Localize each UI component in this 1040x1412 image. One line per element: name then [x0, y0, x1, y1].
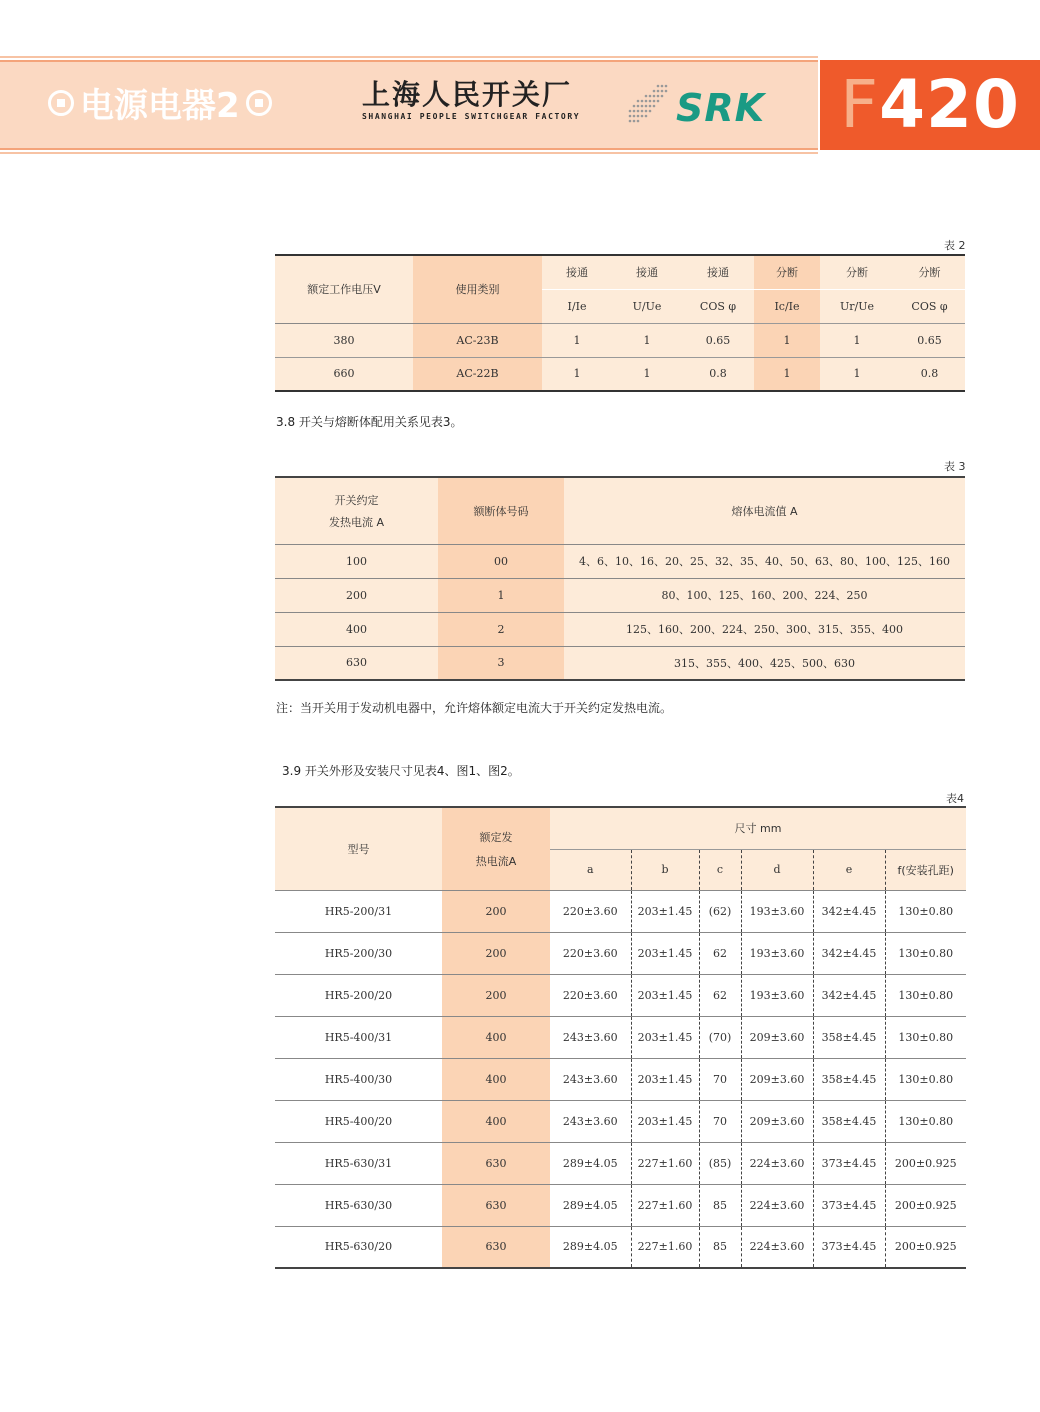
table3-cell: 400 [275, 612, 438, 646]
table4-cell: 203±1.45 [631, 974, 699, 1016]
table2-sub-label: COS φ [894, 289, 965, 323]
table4-cell: 200±0.925 [885, 1184, 966, 1226]
table4-cell: 130±0.80 [885, 1016, 966, 1058]
table4-cell: 224±3.60 [741, 1184, 813, 1226]
table4-cell: 203±1.45 [631, 1058, 699, 1100]
table2-group-label: 接通 [542, 255, 612, 289]
table2-sub-label: COS φ [682, 289, 754, 323]
table4-cell: 193±3.60 [741, 974, 813, 1016]
table4-cell: 342±4.45 [813, 974, 885, 1016]
table4-cell: HR5-630/30 [275, 1184, 442, 1226]
table4-cell: 130±0.80 [885, 1058, 966, 1100]
table4-cell: HR5-630/31 [275, 1142, 442, 1184]
table4-sub-label: f(安装孔距) [885, 849, 966, 890]
table4-cell: 130±0.80 [885, 932, 966, 974]
table3-cell: 80、100、125、160、200、224、250 [564, 578, 965, 612]
table3-cell: 3 [438, 646, 564, 680]
table4-cell: (62) [699, 890, 741, 932]
table-row [275, 1100, 966, 1142]
table4-cell: 630 [442, 1142, 550, 1184]
table4-cell: 358±4.45 [813, 1100, 885, 1142]
table4-cell: HR5-200/31 [275, 890, 442, 932]
table3-cell: 00 [438, 544, 564, 578]
table2-group-label: 接通 [612, 255, 682, 289]
table4-sub-label: a [550, 849, 631, 890]
page-code-number: 420 [879, 66, 1020, 143]
table2-group-label: 分断 [894, 255, 965, 289]
table3-header-line: 发热电流 A [328, 515, 385, 529]
table2-cell: 660 [275, 357, 413, 391]
table4-cell: 342±4.45 [813, 890, 885, 932]
table4-cell: 373±4.45 [813, 1142, 885, 1184]
table2-caption: 表 2 [944, 239, 966, 252]
table4-cell: 200 [442, 932, 550, 974]
table3-cell: 1 [438, 578, 564, 612]
table3-header-fuse-code: 额断体号码 [438, 477, 564, 544]
table4-caption: 表4 [946, 792, 964, 805]
table4-cell: 342±4.45 [813, 932, 885, 974]
srk-logo: SRK [676, 86, 766, 130]
company-name-en: SHANGHAI PEOPLE SWITCHGEAR FACTORY [362, 112, 581, 121]
header-rule-bottom [0, 152, 818, 154]
table-row [275, 612, 965, 646]
table4-cell: 209±3.60 [741, 1016, 813, 1058]
table4-header-line: 热电流A [475, 854, 517, 868]
bullet-circle-icon [48, 90, 74, 116]
table4-cell: 227±1.60 [631, 1142, 699, 1184]
table4-cell: HR5-200/20 [275, 974, 442, 1016]
table4-cell: HR5-400/30 [275, 1058, 442, 1100]
table-row [275, 1226, 966, 1268]
table4-header-line: 额定发 [479, 830, 513, 844]
note-text: 注：当开关用于发动机电器中，允许熔体额定电流大于开关约定发热电流。 [276, 701, 673, 715]
table4-cell: 203±1.45 [631, 932, 699, 974]
table4-cell: 220±3.60 [550, 932, 631, 974]
table4-cell: 70 [699, 1058, 741, 1100]
table3-header-line: 开关约定 [334, 493, 379, 507]
table4-cell: 193±3.60 [741, 890, 813, 932]
table3 [275, 476, 965, 681]
table3-cell: 315、355、400、425、500、630 [564, 646, 965, 680]
table2 [275, 254, 965, 392]
section-title-text: 电源电器2 [80, 86, 240, 126]
table2-sub-label: I/Ie [542, 289, 612, 323]
table4-cell: 200 [442, 890, 550, 932]
table4-cell: 193±3.60 [741, 932, 813, 974]
table4-cell: 209±3.60 [741, 1058, 813, 1100]
table4-cell: 243±3.60 [550, 1100, 631, 1142]
table2-cell: 1 [820, 357, 894, 391]
table4-cell: 373±4.45 [813, 1184, 885, 1226]
table-row [275, 932, 966, 974]
table4-header-model: 型号 [275, 807, 442, 890]
table4-cell: (85) [699, 1142, 741, 1184]
table4-cell: 220±3.60 [550, 974, 631, 1016]
table2-cell: 1 [754, 357, 820, 391]
table4-sub-label: c [699, 849, 741, 890]
table4-cell: 630 [442, 1226, 550, 1268]
table4-cell: 203±1.45 [631, 1100, 699, 1142]
table2-cell: 0.8 [894, 357, 965, 391]
table4-cell: 203±1.45 [631, 890, 699, 932]
table2-cell: AC-22B [413, 357, 542, 391]
table4-sub-label: b [631, 849, 699, 890]
table4-cell: 224±3.60 [741, 1226, 813, 1268]
company-name-cn: 上海人民开关厂 [362, 78, 573, 111]
table4-cell: HR5-200/30 [275, 932, 442, 974]
bullet-circle-icon [246, 90, 272, 116]
table4-header-current [442, 807, 550, 890]
table2-cell: 0.8 [682, 357, 754, 391]
table2-cell: 1 [542, 323, 612, 357]
table4-cell: 62 [699, 974, 741, 1016]
table-row [275, 323, 965, 357]
table3-header-fuse-current: 熔体电流值 A [564, 477, 965, 544]
table2-cell: 1 [542, 357, 612, 391]
table4-cell: 130±0.80 [885, 1100, 966, 1142]
table4-cell: 358±4.45 [813, 1058, 885, 1100]
table-row [275, 890, 966, 932]
page-code-prefix: F [840, 66, 880, 143]
paragraph-3-9: 3.9 开关外形及安装尺寸见表4、图1、图2。 [282, 764, 520, 778]
table4-cell: 400 [442, 1016, 550, 1058]
table4-cell: 220±3.60 [550, 890, 631, 932]
table4-cell: 200 [442, 974, 550, 1016]
table4-cell: 130±0.80 [885, 974, 966, 1016]
table4-cell: HR5-400/20 [275, 1100, 442, 1142]
table2-cell: AC-23B [413, 323, 542, 357]
table2-group-label: 分断 [754, 255, 820, 289]
table4-cell: 85 [699, 1184, 741, 1226]
table4-cell: 70 [699, 1100, 741, 1142]
table4-cell: 400 [442, 1100, 550, 1142]
table2-header-category: 使用类别 [413, 255, 542, 323]
table4-cell: 224±3.60 [741, 1142, 813, 1184]
table3-cell: 200 [275, 578, 438, 612]
table2-cell: 0.65 [894, 323, 965, 357]
header-rule-top [0, 56, 818, 58]
table2-cell: 1 [612, 323, 682, 357]
table4-cell: HR5-630/20 [275, 1226, 442, 1268]
table2-cell: 1 [754, 323, 820, 357]
table4-cell: 289±4.05 [550, 1226, 631, 1268]
table4-cell: 227±1.60 [631, 1184, 699, 1226]
paragraph-3-8: 3.8 开关与熔断体配用关系见表3。 [276, 415, 463, 429]
page-code [820, 60, 1040, 150]
table2-cell: 0.65 [682, 323, 754, 357]
table-row [275, 1058, 966, 1100]
table-row [275, 544, 965, 578]
company-logo-text [362, 80, 598, 121]
table4-sub-label: e [813, 849, 885, 890]
table-row [275, 1184, 966, 1226]
table2-sub-label: U/Ue [612, 289, 682, 323]
table-row [275, 357, 965, 391]
section-title [48, 78, 272, 127]
table4-cell: 62 [699, 932, 741, 974]
table4-cell: 200±0.925 [885, 1142, 966, 1184]
table-row [275, 974, 966, 1016]
table4-cell: 130±0.80 [885, 890, 966, 932]
dot-pattern-icon [626, 82, 668, 124]
table4-cell: 358±4.45 [813, 1016, 885, 1058]
table-row [275, 1142, 966, 1184]
table4-cell: 203±1.45 [631, 1016, 699, 1058]
table4-cell: 243±3.60 [550, 1016, 631, 1058]
table2-sub-label: Ic/Ie [754, 289, 820, 323]
table3-cell: 125、160、200、224、250、300、315、355、400 [564, 612, 965, 646]
table4-sub-label: d [741, 849, 813, 890]
table4-cell: 200±0.925 [885, 1226, 966, 1268]
table2-cell: 380 [275, 323, 413, 357]
table3-cell: 630 [275, 646, 438, 680]
table4-cell: 85 [699, 1226, 741, 1268]
table4-cell: 630 [442, 1184, 550, 1226]
table4-cell: (70) [699, 1016, 741, 1058]
table-row [275, 646, 965, 680]
table3-caption: 表 3 [944, 460, 966, 473]
table2-cell: 1 [612, 357, 682, 391]
table4-cell: 243±3.60 [550, 1058, 631, 1100]
table3-cell: 100 [275, 544, 438, 578]
table2-group-label: 接通 [682, 255, 754, 289]
table-row [275, 1016, 966, 1058]
table4-cell: 400 [442, 1058, 550, 1100]
table2-cell: 1 [820, 323, 894, 357]
table4-header-dimensions: 尺寸 mm [550, 807, 966, 849]
table3-cell: 4、6、10、16、20、25、32、35、40、50、63、80、100、125、160 [564, 544, 965, 578]
table4-cell: 289±4.05 [550, 1184, 631, 1226]
table4-cell: 373±4.45 [813, 1226, 885, 1268]
table2-sub-label: Ur/Ue [820, 289, 894, 323]
table2-group-label: 分断 [820, 255, 894, 289]
table4-cell: 209±3.60 [741, 1100, 813, 1142]
table4 [275, 806, 966, 1269]
table3-cell: 2 [438, 612, 564, 646]
table3-header-switch-current [275, 477, 438, 544]
table-row [275, 578, 965, 612]
page-header [0, 56, 1040, 154]
table2-header-voltage: 额定工作电压V [275, 255, 413, 323]
table4-cell: 227±1.60 [631, 1226, 699, 1268]
table4-cell: HR5-400/31 [275, 1016, 442, 1058]
table4-cell: 289±4.05 [550, 1142, 631, 1184]
